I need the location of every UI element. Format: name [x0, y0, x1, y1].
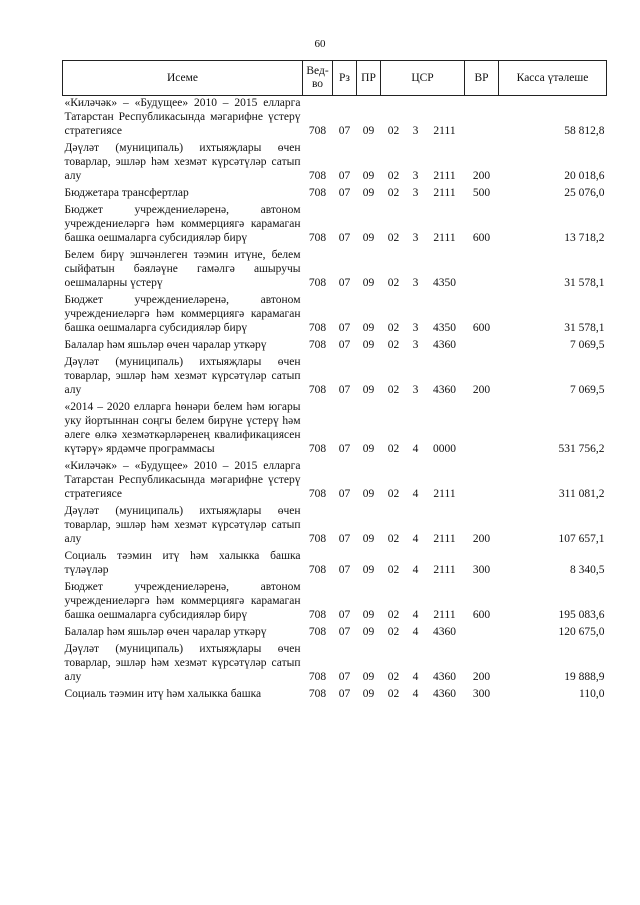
cell-rz: 07: [338, 564, 351, 576]
cell-rz: 07: [338, 384, 351, 396]
cell-csr-subprogram: 3: [412, 187, 419, 199]
cell-ved: 708: [308, 533, 327, 545]
cell-csr-subprogram: 4: [412, 671, 419, 683]
cell-ved: 708: [308, 339, 327, 351]
cell-vr: [465, 625, 499, 642]
cell-name: Дәүләт (муниципаль) ихтыяҗлары өчен товарлар, эшләр һәм хезмәт күрсәтүләр сатып алу: [64, 505, 301, 545]
cell-amount: 31 578,1: [564, 322, 605, 334]
cell-pr: 09: [362, 488, 375, 500]
table-row: [63, 580, 607, 625]
cell-vr: [465, 459, 499, 504]
cell-amount: 120 675,0: [558, 626, 605, 638]
cell-csr-code: 4360: [433, 339, 456, 351]
header-name: Исеме: [63, 61, 303, 96]
cell-csr-code: 4360: [433, 688, 456, 700]
table-row: [63, 504, 607, 549]
cell-pr: 09: [362, 384, 375, 396]
cell-pr: 09: [362, 626, 375, 638]
cell-ved: 708: [308, 671, 327, 683]
cell-csr-subprogram: 4: [412, 688, 419, 700]
cell-csr-code: 4360: [433, 384, 456, 396]
cell-name: Балалар һәм яшьләр өчен чаралар уткәрү: [64, 626, 267, 638]
cell-csr-subprogram: 4: [412, 564, 419, 576]
cell-name: «2014 – 2020 елларга һөнәри белем һәм югары уку йортыннан соңгы белем бирүне үстерү һәм әлеге өлкә хезмәткәрләренең квалификациясен күтәрү» ярдәмче программасы: [64, 401, 301, 455]
cell-csr-subprogram: 4: [412, 533, 419, 545]
table-row: [63, 642, 607, 687]
table-row: [63, 293, 607, 338]
cell-name: Бюджетара трансфертлар: [64, 187, 189, 199]
cell-vr: [465, 248, 499, 293]
cell-vr: [465, 338, 499, 355]
cell-csr-program: 02: [387, 688, 400, 700]
cell-amount: 531 756,2: [558, 443, 605, 455]
table-row: [63, 400, 607, 459]
cell-csr-program: 02: [387, 170, 400, 182]
cell-rz: 07: [338, 232, 351, 244]
header-kassa: Касса үтәлеше: [499, 61, 607, 96]
cell-ved: 708: [308, 170, 327, 182]
table-row: [63, 687, 607, 704]
header-rz: Рз: [333, 61, 357, 96]
cell-csr-code: 4350: [433, 322, 456, 334]
page-number: 60: [314, 38, 326, 50]
cell-rz: 07: [338, 609, 351, 621]
cell-csr-code: 2111: [433, 488, 456, 500]
cell-csr-program: 02: [387, 488, 400, 500]
cell-rz: 07: [338, 277, 351, 289]
cell-rz: 07: [338, 671, 351, 683]
table-row: [63, 96, 607, 142]
cell-pr: 09: [362, 322, 375, 334]
cell-vr: 300: [472, 688, 491, 700]
cell-amount: 31 578,1: [564, 277, 605, 289]
cell-rz: 07: [338, 688, 351, 700]
cell-csr-subprogram: 3: [412, 232, 419, 244]
cell-pr: 09: [362, 277, 375, 289]
cell-csr-program: 02: [387, 533, 400, 545]
cell-vr: 200: [472, 384, 491, 396]
cell-amount: 107 657,1: [558, 533, 605, 545]
cell-pr: 09: [362, 533, 375, 545]
cell-csr-code: 4360: [433, 671, 456, 683]
cell-csr-program: 02: [387, 671, 400, 683]
table-row: [63, 549, 607, 580]
cell-ved: 708: [308, 609, 327, 621]
cell-pr: 09: [362, 443, 375, 455]
cell-csr-subprogram: 4: [412, 609, 419, 621]
cell-ved: 708: [308, 626, 327, 638]
cell-csr-code: 0000: [433, 443, 456, 455]
cell-amount: 20 018,6: [564, 170, 605, 182]
cell-amount: 195 083,6: [558, 609, 605, 621]
header-ved: Вед-во: [303, 61, 333, 96]
cell-name: Бюджет учреждениеләренә, автоном учреждениеләргә һәм коммерциягә карамаган башка оешмаларга субсидияләр бирү: [64, 581, 301, 621]
table-header-row: [63, 61, 607, 96]
cell-name: Бюджет учреждениеләренә, автоном учреждениеләргә һәм коммерциягә карамаган башка оешмаларга субсидияләр бирү: [64, 204, 301, 244]
cell-csr-program: 02: [387, 187, 400, 199]
cell-csr-program: 02: [387, 232, 400, 244]
cell-ved: 708: [308, 125, 327, 137]
cell-name: Социаль тәэмин итү һәм халыкка башка: [64, 688, 262, 700]
table-row: [63, 338, 607, 355]
cell-amount: 7 069,5: [570, 339, 605, 351]
cell-csr-code: 2111: [433, 187, 456, 199]
cell-csr-code: 2111: [433, 170, 456, 182]
cell-rz: 07: [338, 170, 351, 182]
cell-pr: 09: [362, 339, 375, 351]
cell-amount: 110,0: [579, 688, 605, 700]
header-csr: ЦСР: [381, 61, 465, 96]
cell-ved: 708: [308, 232, 327, 244]
cell-vr: 300: [472, 564, 491, 576]
cell-amount: 25 076,0: [564, 187, 605, 199]
cell-csr-program: 02: [387, 322, 400, 334]
cell-csr-code: 2111: [433, 564, 456, 576]
cell-ved: 708: [308, 488, 327, 500]
table-row: [63, 203, 607, 248]
table-row: [63, 186, 607, 203]
cell-vr: 200: [472, 170, 491, 182]
cell-rz: 07: [338, 488, 351, 500]
cell-csr-program: 02: [387, 277, 400, 289]
cell-pr: 09: [362, 125, 375, 137]
cell-pr: 09: [362, 609, 375, 621]
cell-name: Балалар һәм яшьләр өчен чаралар уткәрү: [64, 339, 267, 351]
cell-rz: 07: [338, 339, 351, 351]
cell-csr-subprogram: 4: [412, 488, 419, 500]
cell-vr: 500: [472, 187, 491, 199]
cell-pr: 09: [362, 688, 375, 700]
cell-vr: 600: [472, 609, 491, 621]
cell-name: Социаль тәэмин итү һәм халыкка башка түләүләр: [64, 550, 301, 576]
cell-pr: 09: [362, 232, 375, 244]
header-vr: ВР: [465, 61, 499, 96]
cell-csr-program: 02: [387, 564, 400, 576]
cell-csr-program: 02: [387, 443, 400, 455]
cell-pr: 09: [362, 564, 375, 576]
cell-amount: 19 888,9: [564, 671, 605, 683]
cell-csr-code: 2111: [433, 125, 456, 137]
cell-amount: 7 069,5: [570, 384, 605, 396]
cell-csr-code: 2111: [433, 232, 456, 244]
cell-csr-subprogram: 4: [412, 443, 419, 455]
cell-csr-code: 2111: [433, 533, 456, 545]
cell-ved: 708: [308, 187, 327, 199]
cell-csr-subprogram: 4: [412, 626, 419, 638]
cell-amount: 8 340,5: [570, 564, 605, 576]
table-row: [63, 355, 607, 400]
cell-rz: 07: [338, 125, 351, 137]
table-row: [63, 141, 607, 186]
cell-name: Дәүләт (муниципаль) ихтыяҗлары өчен товарлар, эшләр һәм хезмәт күрсәтүләр сатып алу: [64, 356, 301, 396]
cell-pr: 09: [362, 187, 375, 199]
cell-ved: 708: [308, 322, 327, 334]
cell-vr: [465, 400, 499, 459]
table-row: [63, 459, 607, 504]
cell-ved: 708: [308, 443, 327, 455]
cell-csr-subprogram: 3: [412, 125, 419, 137]
cell-rz: 07: [338, 443, 351, 455]
cell-csr-program: 02: [387, 339, 400, 351]
cell-name: Дәүләт (муниципаль) ихтыяҗлары өчен товарлар, эшләр һәм хезмәт күрсәтүләр сатып алу: [64, 142, 301, 182]
cell-name: Дәүләт (муниципаль) ихтыяҗлары өчен товарлар, эшләр һәм хезмәт күрсәтүләр сатып алу: [64, 643, 301, 683]
cell-csr-code: 4360: [433, 626, 456, 638]
cell-rz: 07: [338, 626, 351, 638]
cell-vr: [465, 96, 499, 142]
cell-csr-program: 02: [387, 626, 400, 638]
cell-ved: 708: [308, 564, 327, 576]
cell-vr: 600: [472, 232, 491, 244]
cell-amount: 13 718,2: [564, 232, 605, 244]
cell-name: Белем бирү эшчәнлеген тәэмин итүне, белем сыйфатын бәяләүне гамәлгә ашыручы оешмаларны үстерү: [64, 249, 301, 289]
cell-amount: 311 081,2: [558, 488, 605, 500]
table-body: [63, 96, 607, 705]
cell-csr-subprogram: 3: [412, 339, 419, 351]
cell-csr-program: 02: [387, 384, 400, 396]
header-pr: ПР: [357, 61, 381, 96]
cell-csr-code: 2111: [433, 609, 456, 621]
cell-name: Бюджет учреждениеләренә, автоном учреждениеләргә һәм коммерциягә карамаган башка оешмаларга субсидияләр бирү: [64, 294, 301, 334]
cell-name: «Киләчәк» – «Будущее» 2010 – 2015 елларга Татарстан Республикасында мәгарифне үстерү стратегиясе: [64, 460, 301, 500]
cell-vr: 200: [472, 533, 491, 545]
cell-rz: 07: [338, 187, 351, 199]
cell-csr-program: 02: [387, 609, 400, 621]
cell-ved: 708: [308, 384, 327, 396]
cell-name: «Киләчәк» – «Будущее» 2010 – 2015 елларга Татарстан Республикасында мәгарифне үстерү стратегиясе: [64, 97, 301, 137]
cell-ved: 708: [308, 277, 327, 289]
cell-csr-subprogram: 3: [412, 322, 419, 334]
cell-csr-program: 02: [387, 125, 400, 137]
cell-rz: 07: [338, 322, 351, 334]
cell-ved: 708: [308, 688, 327, 700]
cell-pr: 09: [362, 170, 375, 182]
budget-table: [62, 60, 607, 704]
cell-vr: 200: [472, 671, 491, 683]
table-row: [63, 625, 607, 642]
cell-csr-subprogram: 3: [412, 170, 419, 182]
cell-vr: 600: [472, 322, 491, 334]
cell-amount: 58 812,8: [564, 125, 605, 137]
table-row: [63, 248, 607, 293]
cell-csr-subprogram: 3: [412, 384, 419, 396]
cell-csr-subprogram: 3: [412, 277, 419, 289]
cell-csr-code: 4350: [433, 277, 456, 289]
cell-rz: 07: [338, 533, 351, 545]
cell-pr: 09: [362, 671, 375, 683]
